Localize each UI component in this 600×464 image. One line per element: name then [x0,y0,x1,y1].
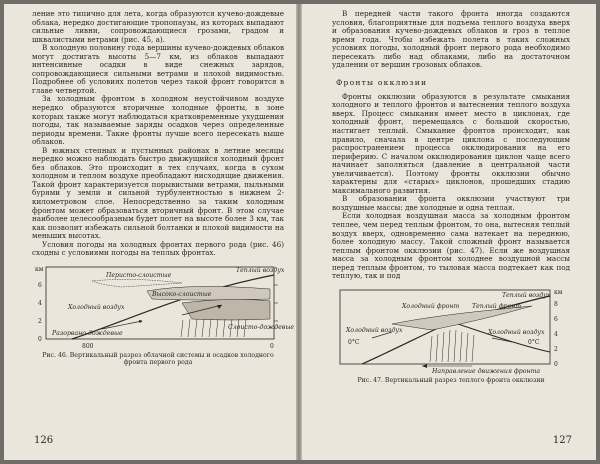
bottom-tick: 800 [82,342,94,350]
axis-tick: 2 [38,317,42,325]
paragraph: Условия погоды на холодных фронтах первого рода (рис. 46) сходны с условиями погоды на теплых фронтах. [32,239,284,258]
axis-tick: 4 [554,330,558,338]
figure-46-diagram [32,263,295,350]
warm-front-label: Теплый фронт [472,302,522,310]
section-title: Фронты окклюзии [336,77,428,87]
nimbostratus-label: Разорвано-дождевые [52,329,123,337]
cold-air-left-label: Холодный воздух [346,326,403,334]
page-number-left: 126 [34,435,54,446]
direction-label: Направление движения фронта [432,367,541,375]
temp-left-label: 0°С [348,338,360,346]
right-text-top [332,10,570,70]
warm-air-label: Теплый воздух [236,266,285,274]
cold-front-label: Холодный фронт [402,302,460,310]
paragraph: В образовании фронта окклюзии участвуют три воздушные массы: две холодные и одна теплая. [332,194,570,212]
paragraph: Если холодная воздушная масса за холодным фронтом теплее, чем перед теплым фронтом, то она, вытесняя теплый воздух вверх, одновременно сама натекает на переднюю, более холодную массу. Такой сложный фронт называется теплым фронтом окклюзии (рис. 47). Если же воздушная масса за холодным фронтом холоднее воздушной массы перед теплым фронтом, то тыловая масса подтекает как под теплую, так и под [332,211,570,281]
warm-air-label: Теплый воздух [502,291,551,299]
axis-tick: 4 [38,299,42,307]
paragraph: Фронты окклюзии образуются в результате смыкания холодного и теплого фронтов и вытеснения теплого воздуха вверх. Процесс смыкания имеет место в циклонах, где холодный фронт, перемещаясь с большой скоростью, настигает теплый. Смыкание фронтов происходит, как правило, сначала в центре циклона с последующим распространением процесса окклюдирования на его периферию. С началом окклюдирования циклон чаще всего начинает заполняться (давление в центральной части увеличивается). Поэтому фронты окклюзии обычно характерны для «старых» циклонов, прошедших стадию максимального развития. [332,91,570,195]
cirrostratus-label: Перисто-слоистые [106,271,172,279]
axis-tick: 6 [38,281,42,289]
paragraph: В южных степных и пустынных районах в летние месяцы нередко можно наблюдать быстро движущийся холодный фронт без облаков. Это происходит в тех случаях, когда в сухом холодном и теплом воздухе преобладают нисходящие движения. Такой фронт характеризуется порывистыми ветрами, пыльными бурями у земли и сильной турбулентностью в нижнем 2-километровом слое. Непосредственно за таким холодным фронтом может образоваться вторичный фронт. В этом случае наиболее целесообразным будет полет на высоте более 3 км, так как позволит избежать сильной болтанки и плохой видимости на меньших высотах. [32,145,284,241]
figure-47-diagram [332,286,570,374]
altostratus-label: Высоко-слоистые [152,290,212,298]
right-page [302,4,596,460]
cold-air-right-label: Холодный воздух [488,328,545,336]
paragraph: В передней части такого фронта иногда создаются условия, благоприятные для подъема теплого воздуха вверх и образования кучево-дождевых облаков и гроз в теплое время года. Чтобы избежать полета в таких сложных условиях погоды, холодный фронт первого рода необходимо пересекать либо над облаками, либо на достаточном удалении от вершин грозовых облаков. [332,9,570,70]
left-text [32,10,284,258]
figure-47 [332,286,570,385]
figure-46-caption: Рис. 46. Вертикальный разрез облачной системы и осадков холодного фронта первого рода [42,351,274,367]
axis-tick: 6 [554,315,558,323]
paragraph: ление это типично для лета, когда образуются кучево-дождевые облака, нередко достигающие тропопаузы, из которых выпадают сильные ливни, сопровождающиеся грозами, градом и шквалистыми ветрами (рис. 45, а). [32,9,284,44]
precip-label: Слоисто-дождевые [228,323,295,331]
axis-tick: 0 [554,360,558,368]
left-page [4,4,296,460]
axis-tick: 8 [554,300,558,308]
figure-47-caption: Рис. 47. Вертикальный разрез теплого фронта окклюзии [357,376,545,384]
bottom-tick: 0 [270,342,274,350]
axis-tick: км [554,288,563,296]
paragraph: В холодную половину года вершины кучево-дождевых облаков могут достигать высоты 5—7 км, из облаков выпадают интенсивные осадки в виде снежных зарядов, сопровождающиеся сильными ветрами и плохой видимостью. Подробнее об условиях полетов через такой фронт говорится в главе четвертой. [32,43,284,95]
temp-right-label: 0°С [528,338,540,346]
page-number-right: 127 [552,435,572,446]
axis-tick: 2 [554,345,558,353]
paragraph: За холодным фронтом в холодном неустойчивом воздухе нередко образуются вторичные холодные фронты, в зоне которых также могут наблюдаться кратковременные ухудшения погоды, так называемые заряды осадков через определенные периоды времени. Такие фронты лучше всего пересекать выше облаков. [32,94,284,147]
axis-tick: км [35,265,44,273]
figure-46 [32,263,295,367]
cold-air-label: Холодный воздух [68,303,125,311]
axis-tick: 0 [38,335,42,343]
right-text-bottom [332,93,570,281]
